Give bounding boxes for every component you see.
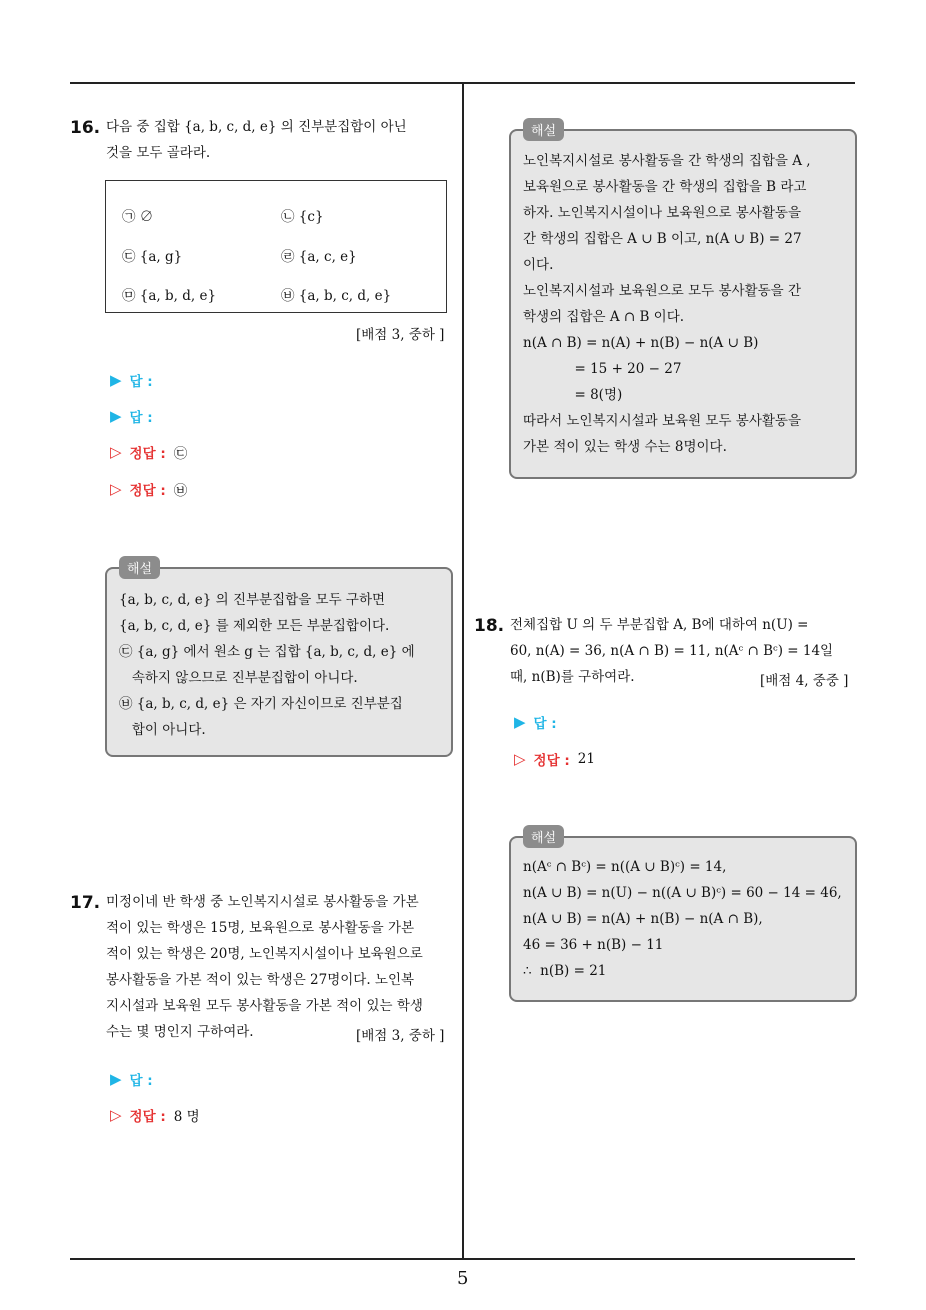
correct-answer-line	[110, 1105, 200, 1125]
solution-line: 따라서 노인복지시설과 보육원 모두 봉사활동을	[523, 413, 801, 429]
question-number: 17.	[70, 893, 101, 913]
solution-line: = 15 + 20 − 27	[523, 361, 682, 377]
solution-line: 노인복지시설로 봉사활동을 간 학생의 집합을 A ,	[523, 153, 811, 169]
solution-line: n(A ∪ B) = n(A) + n(B) − n(A ∩ B),	[523, 911, 763, 927]
choice-value: {a, b, c, d, e}	[298, 288, 392, 304]
choice-2[interactable]	[281, 205, 324, 225]
choice-mark: ㉣	[281, 249, 295, 265]
outline-triangle-icon: ▷	[110, 443, 122, 461]
solution-body	[523, 854, 845, 984]
question-text-line: 60, n(A) = 36, n(A ∩ B) = 11, n(Aᶜ ∩ Bᶜ) = 14일	[510, 643, 834, 659]
solution-line: 46 = 36 + n(B) − 11	[523, 937, 664, 953]
solution-box	[509, 124, 857, 479]
choice-3[interactable]	[122, 245, 182, 265]
correct-label: 정답 :	[129, 1109, 166, 1125]
solution-line: 합이 아니다.	[119, 722, 206, 738]
choice-value: {a, c, e}	[298, 249, 357, 265]
choice-mark: ㉡	[281, 209, 295, 225]
choice-value: {a, g}	[139, 249, 183, 265]
answer-label: 답 :	[129, 410, 153, 426]
solution-line: ㉢ {a, g} 에서 원소 g 는 집합 {a, b, c, d, e} 에	[119, 644, 415, 660]
solution-line: 학생의 집합은 A ∩ B 이다.	[523, 309, 685, 325]
solution-line: {a, b, c, d, e} 를 제외한 모든 부분집합이다.	[119, 618, 390, 634]
correct-label: 정답 :	[533, 753, 570, 769]
question-text-line: 봉사활동을 가본 적이 있는 학생은 27명이다. 노인복	[106, 972, 415, 988]
solution-line: 보육원으로 봉사활동을 간 학생의 집합을 B 라고	[523, 179, 807, 195]
solution-line: n(A ∩ B) = n(A) + n(B) − n(A ∪ B)	[523, 335, 759, 351]
correct-value: 21	[577, 751, 595, 767]
choice-5[interactable]	[122, 284, 216, 304]
outline-triangle-icon: ▷	[110, 480, 122, 498]
solution-box	[105, 562, 453, 757]
solution-line: ㉥ {a, b, c, d, e} 은 자기 자신이므로 진부분집	[119, 696, 403, 712]
question-text-line: 다음 중 집합 {a, b, c, d, e} 의 진부분집합이 아닌	[106, 119, 407, 135]
bottom-rule	[70, 1258, 855, 1260]
question-text	[106, 114, 456, 166]
solution-body	[119, 587, 441, 743]
play-triangle-icon: ▶	[514, 713, 526, 731]
correct-answer-line	[514, 749, 595, 769]
solution-line: 간 학생의 집합은 A ∪ B 이고, n(A ∪ B) = 27	[523, 231, 802, 247]
correct-answer-line-1	[110, 442, 187, 462]
solution-line: 이다.	[523, 257, 554, 273]
answer-line-1[interactable]	[110, 370, 153, 390]
solution-tag: 해설	[523, 118, 564, 141]
solution-line: 하자. 노인복지시설이나 보육원으로 봉사활동을	[523, 205, 801, 221]
question-text-line: 미정이네 반 학생 중 노인복지시설로 봉사활동을 가본	[106, 894, 419, 910]
solution-line: ∴ n(B) = 21	[523, 963, 607, 979]
correct-value: ㉢	[173, 446, 188, 462]
choice-4[interactable]	[281, 245, 357, 265]
question-text-line: 적이 있는 학생은 15명, 보육원으로 봉사활동을 가본	[106, 920, 415, 936]
answer-line[interactable]	[110, 1069, 153, 1089]
question-text-line: 지시설과 보육원 모두 봉사활동을 가본 적이 있는 학생	[106, 998, 423, 1014]
play-triangle-icon: ▶	[110, 371, 122, 389]
solution-line: 가본 적이 있는 학생 수는 8명이다.	[523, 439, 727, 455]
question-text-line: 적이 있는 학생은 20명, 노인복지시설이나 보육원으로	[106, 946, 423, 962]
outline-triangle-icon: ▷	[514, 750, 526, 768]
answer-label: 답 :	[129, 1073, 153, 1089]
solution-tag: 해설	[119, 556, 160, 579]
choice-value: ∅	[139, 209, 154, 225]
choice-6[interactable]	[281, 284, 391, 304]
choice-value: {a, b, d, e}	[139, 288, 217, 304]
solution-line: n(A ∪ B) = n(U) − n((A ∪ B)ᶜ) = 60 − 14 = 46,	[523, 885, 842, 901]
solution-tag: 해설	[523, 825, 564, 848]
choices-box	[105, 180, 447, 313]
play-triangle-icon: ▶	[110, 1070, 122, 1088]
answer-label: 답 :	[533, 716, 557, 732]
question-text-line: 수는 몇 명인지 구하여라.	[106, 1024, 254, 1040]
choice-1[interactable]	[122, 205, 153, 225]
solution-line: 속하지 않으므로 진부분집합이 아니다.	[119, 670, 358, 686]
solution-box	[509, 831, 857, 1002]
choice-mark: ㉥	[281, 288, 295, 304]
question-text-line: 때, n(B)를 구하여라.	[510, 669, 635, 685]
correct-value: 8 명	[173, 1109, 200, 1125]
correct-label: 정답 :	[129, 483, 166, 499]
answer-line[interactable]	[514, 712, 557, 732]
solution-line: n(Aᶜ ∩ Bᶜ) = n((A ∪ B)ᶜ) = 14,	[523, 859, 727, 875]
choice-value: {c}	[298, 209, 324, 225]
solution-line: {a, b, c, d, e} 의 진부분집합을 모두 구하면	[119, 592, 386, 608]
page-number: 5	[457, 1268, 469, 1289]
choice-mark: ㉢	[122, 249, 136, 265]
choice-mark: ㉠	[122, 209, 136, 225]
question-text-line: 것을 모두 골라라.	[106, 145, 211, 161]
score-label: [배점 3, 중하 ]	[356, 1028, 445, 1044]
score-label: [배점 4, 중중 ]	[760, 673, 849, 689]
correct-value: ㉥	[173, 483, 188, 499]
correct-label: 정답 :	[129, 446, 166, 462]
score-label: [배점 3, 중하 ]	[356, 327, 445, 343]
column-divider	[462, 83, 464, 1258]
outline-triangle-icon: ▷	[110, 1106, 122, 1124]
correct-answer-line-2	[110, 479, 187, 499]
answer-label: 답 :	[129, 374, 153, 390]
choice-mark: ㉤	[122, 288, 136, 304]
question-number: 18.	[474, 616, 505, 636]
answer-line-2[interactable]	[110, 406, 153, 426]
question-number: 16.	[70, 118, 101, 138]
solution-line: = 8(명)	[523, 387, 623, 403]
question-text	[106, 889, 456, 1045]
play-triangle-icon: ▶	[110, 407, 122, 425]
solution-body	[523, 148, 845, 460]
solution-line: 노인복지시설과 보육원으로 모두 봉사활동을 간	[523, 283, 801, 299]
question-text-line: 전체집합 U 의 두 부분집합 A, B에 대하여 n(U) =	[510, 617, 809, 633]
